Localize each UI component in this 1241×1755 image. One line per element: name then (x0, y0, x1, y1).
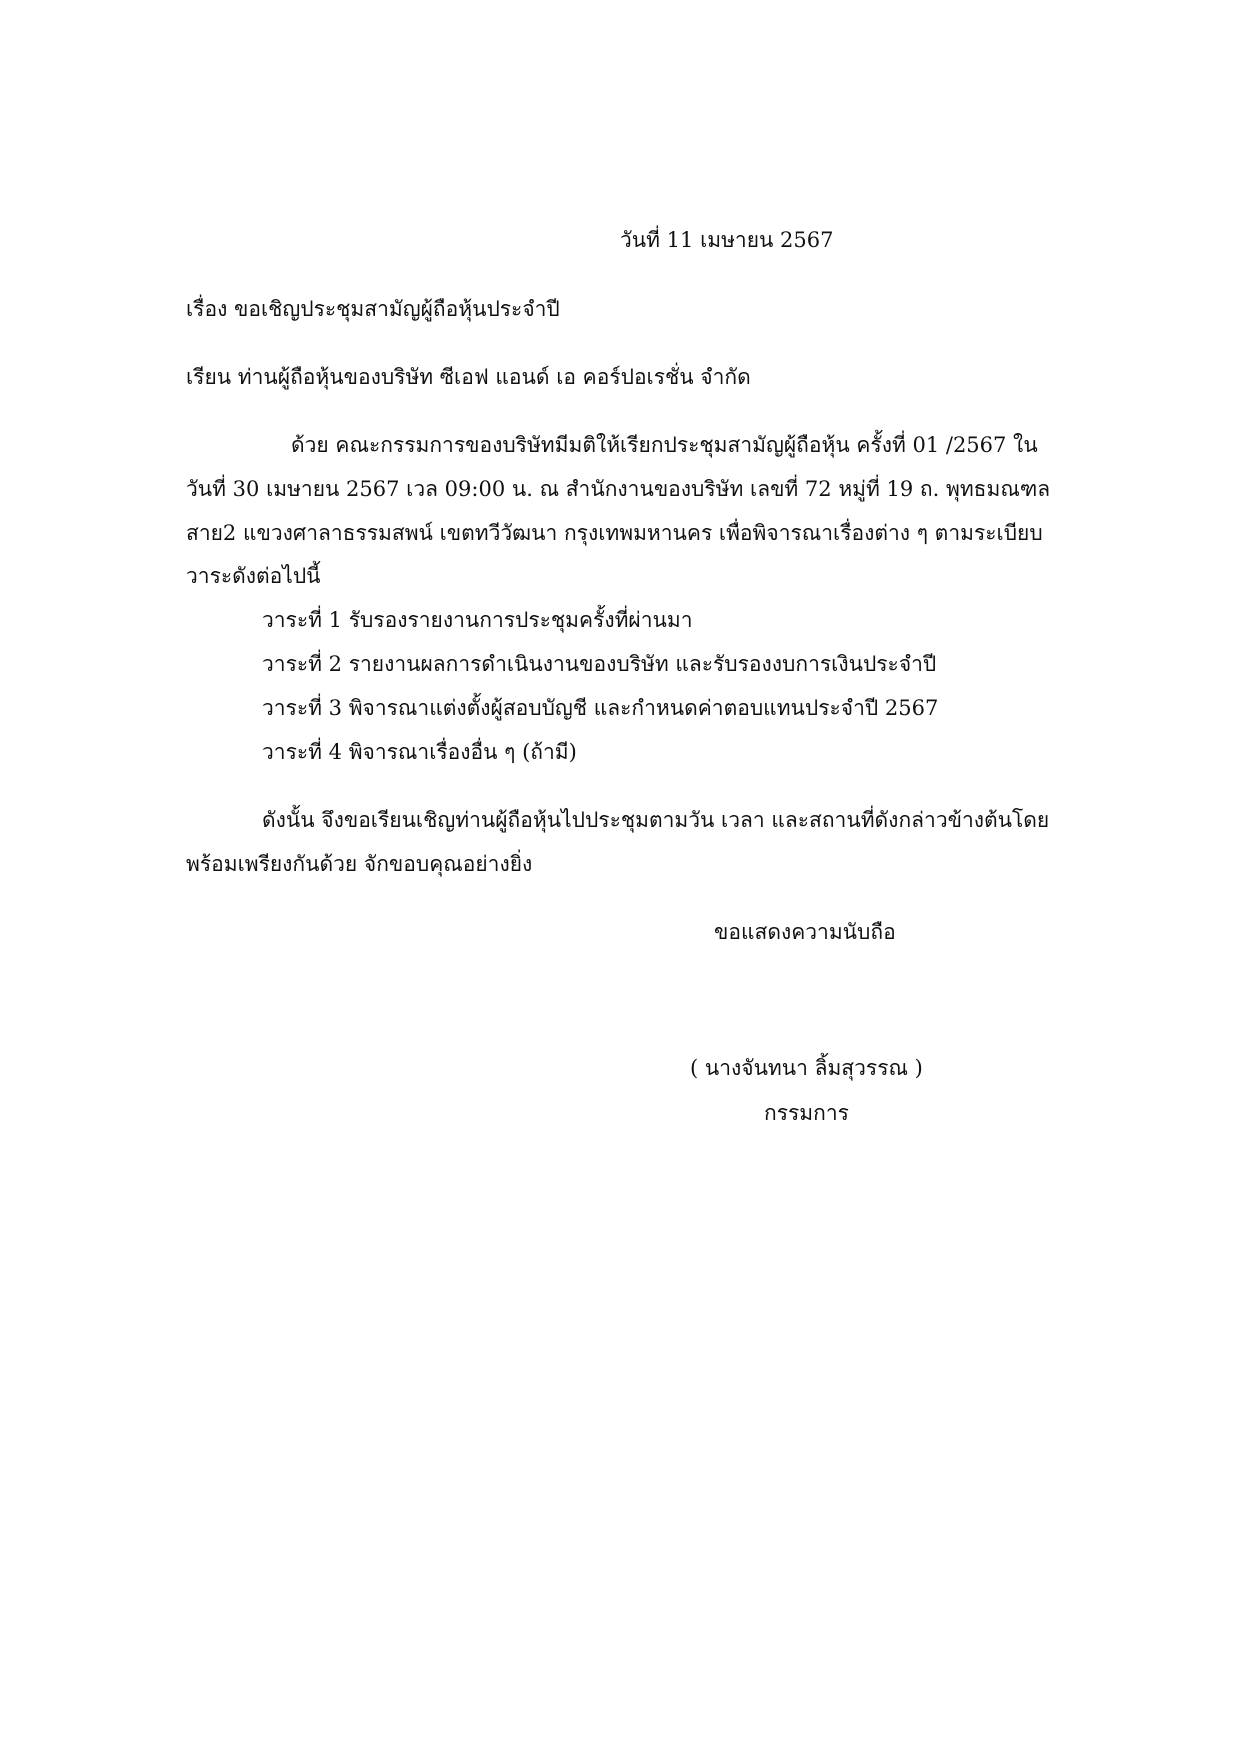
signatory-name: ( นางจันทนา ลิ้มสุวรรณ ) (690, 1056, 923, 1080)
paragraph-line: สาย2 แขวงศาลาธรรมสพน์ เขตทวีวัฒนา กรุงเทพมหานคร เพื่อพิจารณาเรื่องต่าง ๆ ตามระเบียบ (186, 521, 1043, 545)
letter-date: วันที่ 11 เมษายน 2567 (620, 228, 834, 252)
paragraph-line: วาระดังต่อไปนี้ (186, 564, 321, 588)
paragraph-line: ดังนั้น จึงขอเรียนเชิญท่านผู้ถือหุ้นไปประชุมตามวัน เวลา และสถานที่ดังกล่าวข้างต้นโดย (262, 808, 1050, 832)
agenda-item: วาระที่ 2 รายงานผลการดำเนินงานของบริษัท และรับรองงบการเงินประจำปี (262, 652, 937, 676)
paragraph-line: วันที่ 30 เมษายน 2567 เวล 09:00 น. ณ สำนักงานของบริษัท เลขที่ 72 หมู่ที่ 19 ถ. พุทธมณฑล (186, 477, 1051, 501)
paragraph-line: ด้วย คณะกรรมการของบริษัทมีมติให้เรียกประชุมสามัญผู้ถือหุ้น ครั้งที่ 01 /2567 ใน (291, 433, 1038, 457)
agenda-item: วาระที่ 4 พิจารณาเรื่องอื่น ๆ (ถ้ามี) (262, 740, 577, 764)
letter-closing: ขอแสดงความนับถือ (714, 920, 896, 944)
agenda-item: วาระที่ 1 รับรองรายงานการประชุมครั้งที่ผ่านมา (262, 608, 693, 632)
signatory-title: กรรมการ (764, 1101, 849, 1125)
agenda-item: วาระที่ 3 พิจารณาแต่งตั้งผู้สอบบัญชี และกำหนดค่าตอบแทนประจำปี 2567 (262, 696, 939, 720)
letter-salutation: เรียน ท่านผู้ถือหุ้นของบริษัท ซีเอฟ แอนด์ เอ คอร์ปอเรชั่น จำกัด (186, 365, 751, 389)
letter-subject: เรื่อง ขอเชิญประชุมสามัญผู้ถือหุ้นประจำปี (186, 297, 560, 321)
paragraph-line: พร้อมเพรียงกันด้วย จักขอบคุณอย่างยิ่ง (186, 852, 533, 876)
